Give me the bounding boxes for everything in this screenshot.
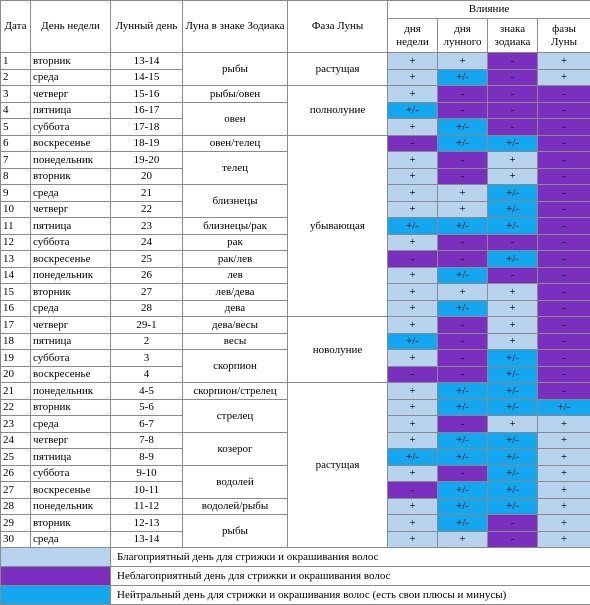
- weekday-cell: пятница: [31, 333, 111, 350]
- influence-lunar-cell: +/-: [438, 218, 488, 235]
- influence-weekday-cell: -: [388, 482, 438, 499]
- influence-phase-cell: +: [538, 53, 590, 70]
- influence-weekday-header: дня недели: [388, 19, 438, 53]
- influence-phase-cell: -: [538, 267, 590, 284]
- influence-weekday-cell: +: [388, 119, 438, 136]
- influence-zodiac-cell: -: [488, 531, 538, 548]
- influence-lunar-cell: -: [438, 350, 488, 367]
- date-cell: 12: [1, 234, 31, 251]
- influence-phase-cell: -: [538, 383, 590, 400]
- influence-zodiac-cell: +/-: [488, 218, 538, 235]
- phase-cell: растущая: [288, 383, 388, 548]
- influence-phase-cell: +: [538, 498, 590, 515]
- influence-lunar-header: дня лунного: [438, 19, 488, 53]
- zodiac-header: Луна в знаке Зодиака: [183, 1, 288, 53]
- date-cell: 24: [1, 432, 31, 449]
- zodiac-cell: овен: [183, 102, 288, 135]
- zodiac-cell: дева: [183, 300, 288, 317]
- weekday-cell: вторник: [31, 284, 111, 301]
- influence-phase-cell: +: [538, 531, 590, 548]
- lunar-day-cell: 6-7: [111, 416, 183, 433]
- influence-lunar-cell: +/-: [438, 135, 488, 152]
- influence-zodiac-cell: +: [488, 317, 538, 334]
- influence-phase-cell: -: [538, 218, 590, 235]
- legend-swatch: [1, 586, 111, 605]
- lunar-day-cell: 9-10: [111, 465, 183, 482]
- influence-zodiac-cell: +/-: [488, 185, 538, 202]
- lunar-day-cell: 7-8: [111, 432, 183, 449]
- influence-lunar-cell: -: [438, 333, 488, 350]
- legend-row: [1, 586, 590, 605]
- influence-lunar-cell: +/-: [438, 498, 488, 515]
- influence-weekday-cell: +/-: [388, 218, 438, 235]
- weekday-cell: понедельник: [31, 152, 111, 169]
- lunar-day-cell: 11-12: [111, 498, 183, 515]
- influence-weekday-cell: +: [388, 185, 438, 202]
- date-cell: 14: [1, 267, 31, 284]
- influence-phase-cell: -: [538, 317, 590, 334]
- influence-lunar-cell: -: [438, 465, 488, 482]
- influence-phase-cell: -: [538, 152, 590, 169]
- influence-lunar-cell: -: [438, 317, 488, 334]
- lunar-day-cell: 16-17: [111, 102, 183, 119]
- influence-lunar-cell: +: [438, 53, 488, 70]
- legend: [1, 548, 590, 605]
- influence-weekday-cell: +: [388, 69, 438, 86]
- influence-lunar-cell: +/-: [438, 119, 488, 136]
- weekday-cell: воскресенье: [31, 366, 111, 383]
- influence-phase-cell: -: [538, 366, 590, 383]
- date-cell: 18: [1, 333, 31, 350]
- date-cell: 1: [1, 53, 31, 70]
- date-cell: 6: [1, 135, 31, 152]
- influence-phase-cell: -: [538, 300, 590, 317]
- table-row: [1, 317, 590, 334]
- influence-lunar-cell: +: [438, 185, 488, 202]
- lunar-day-cell: 13-14: [111, 53, 183, 70]
- influence-phase-cell: +: [538, 416, 590, 433]
- weekday-cell: четверг: [31, 201, 111, 218]
- legend-text: Неблагоприятный день для стрижки и окрашивания волос: [111, 567, 590, 586]
- zodiac-cell: стрелец: [183, 399, 288, 432]
- influence-zodiac-cell: -: [488, 515, 538, 532]
- influence-zodiac-cell: +/-: [488, 482, 538, 499]
- weekday-header: День недели: [31, 1, 111, 53]
- influence-phase-cell: -: [538, 86, 590, 103]
- lunar-day-cell: 23: [111, 218, 183, 235]
- zodiac-cell: телец: [183, 152, 288, 185]
- influence-phase-header: фазы Луны: [538, 19, 590, 53]
- influence-phase-cell: -: [538, 284, 590, 301]
- influence-phase-cell: -: [538, 350, 590, 367]
- influence-phase-cell: -: [538, 102, 590, 119]
- influence-lunar-cell: +/-: [438, 432, 488, 449]
- weekday-cell: понедельник: [31, 267, 111, 284]
- influence-zodiac-cell: +/-: [488, 465, 538, 482]
- influence-phase-cell: -: [538, 234, 590, 251]
- lunar-day-cell: 17-18: [111, 119, 183, 136]
- date-cell: 28: [1, 498, 31, 515]
- influence-header: Влияние: [388, 1, 590, 19]
- influence-lunar-cell: +/-: [438, 482, 488, 499]
- influence-weekday-cell: +: [388, 201, 438, 218]
- influence-weekday-cell: +/-: [388, 333, 438, 350]
- table-row: [1, 383, 590, 400]
- influence-weekday-cell: +: [388, 350, 438, 367]
- influence-zodiac-cell: +/-: [488, 366, 538, 383]
- influence-phase-cell: +: [538, 465, 590, 482]
- weekday-cell: среда: [31, 531, 111, 548]
- weekday-cell: пятница: [31, 218, 111, 235]
- lunar-day-cell: 26: [111, 267, 183, 284]
- influence-weekday-cell: +: [388, 300, 438, 317]
- lunar-day-cell: 14-15: [111, 69, 183, 86]
- zodiac-cell: скорпион/стрелец: [183, 383, 288, 400]
- influence-weekday-cell: +: [388, 416, 438, 433]
- influence-phase-cell: +: [538, 449, 590, 466]
- influence-zodiac-cell: +/-: [488, 135, 538, 152]
- weekday-cell: четверг: [31, 317, 111, 334]
- influence-zodiac-cell: +: [488, 284, 538, 301]
- influence-zodiac-cell: +/-: [488, 350, 538, 367]
- date-cell: 20: [1, 366, 31, 383]
- zodiac-cell: рыбы/овен: [183, 86, 288, 103]
- influence-weekday-cell: +/-: [388, 449, 438, 466]
- weekday-cell: воскресенье: [31, 251, 111, 268]
- weekday-cell: вторник: [31, 168, 111, 185]
- weekday-cell: четверг: [31, 432, 111, 449]
- date-cell: 19: [1, 350, 31, 367]
- influence-phase-cell: -: [538, 119, 590, 136]
- influence-zodiac-cell: +/-: [488, 251, 538, 268]
- zodiac-cell: весы: [183, 333, 288, 350]
- zodiac-cell: рак/лев: [183, 251, 288, 268]
- date-cell: 5: [1, 119, 31, 136]
- lunar-day-cell: 24: [111, 234, 183, 251]
- influence-weekday-cell: -: [388, 135, 438, 152]
- lunar-day-cell: 25: [111, 251, 183, 268]
- legend-swatch: [1, 567, 111, 586]
- date-cell: 29: [1, 515, 31, 532]
- influence-zodiac-cell: -: [488, 86, 538, 103]
- weekday-cell: среда: [31, 300, 111, 317]
- influence-zodiac-cell: +/-: [488, 383, 538, 400]
- influence-zodiac-cell: +/-: [488, 498, 538, 515]
- date-cell: 13: [1, 251, 31, 268]
- lunar-day-cell: 2: [111, 333, 183, 350]
- influence-lunar-cell: +/-: [438, 69, 488, 86]
- influence-lunar-cell: +: [438, 531, 488, 548]
- lunar-day-cell: 29-1: [111, 317, 183, 334]
- date-cell: 3: [1, 86, 31, 103]
- lunar-day-cell: 13-14: [111, 531, 183, 548]
- influence-lunar-cell: +/-: [438, 399, 488, 416]
- influence-phase-cell: -: [538, 251, 590, 268]
- influence-zodiac-header: знака зодиака: [488, 19, 538, 53]
- lunar-day-cell: 22: [111, 201, 183, 218]
- date-cell: 4: [1, 102, 31, 119]
- table-row: [1, 53, 590, 70]
- date-cell: 30: [1, 531, 31, 548]
- weekday-cell: вторник: [31, 515, 111, 532]
- weekday-cell: пятница: [31, 449, 111, 466]
- date-header: Дата: [1, 1, 31, 53]
- influence-zodiac-cell: +/-: [488, 432, 538, 449]
- influence-zodiac-cell: +: [488, 416, 538, 433]
- weekday-cell: суббота: [31, 119, 111, 136]
- date-cell: 23: [1, 416, 31, 433]
- lunar-day-cell: 8-9: [111, 449, 183, 466]
- influence-phase-cell: -: [538, 185, 590, 202]
- weekday-cell: вторник: [31, 53, 111, 70]
- zodiac-cell: водолей: [183, 465, 288, 498]
- zodiac-cell: козерог: [183, 432, 288, 465]
- influence-weekday-cell: +: [388, 383, 438, 400]
- influence-weekday-cell: +: [388, 399, 438, 416]
- influence-zodiac-cell: +/-: [488, 201, 538, 218]
- lunar-day-cell: 12-13: [111, 515, 183, 532]
- weekday-cell: пятница: [31, 102, 111, 119]
- influence-lunar-cell: +/-: [438, 449, 488, 466]
- calendar-body: [1, 53, 590, 548]
- zodiac-cell: лев: [183, 267, 288, 284]
- influence-weekday-cell: -: [388, 251, 438, 268]
- weekday-cell: среда: [31, 69, 111, 86]
- date-cell: 25: [1, 449, 31, 466]
- lunar-day-cell: 10-11: [111, 482, 183, 499]
- influence-zodiac-cell: -: [488, 234, 538, 251]
- date-cell: 26: [1, 465, 31, 482]
- weekday-cell: суббота: [31, 465, 111, 482]
- influence-phase-cell: -: [538, 135, 590, 152]
- influence-lunar-cell: -: [438, 234, 488, 251]
- influence-lunar-cell: -: [438, 366, 488, 383]
- zodiac-cell: близнецы/рак: [183, 218, 288, 235]
- influence-phase-cell: -: [538, 333, 590, 350]
- lunar-day-cell: 28: [111, 300, 183, 317]
- influence-lunar-cell: -: [438, 251, 488, 268]
- influence-zodiac-cell: +: [488, 300, 538, 317]
- phase-cell: новолуние: [288, 317, 388, 383]
- weekday-cell: среда: [31, 416, 111, 433]
- influence-lunar-cell: -: [438, 152, 488, 169]
- influence-lunar-cell: -: [438, 168, 488, 185]
- influence-phase-cell: +: [538, 432, 590, 449]
- phase-cell: полнолуние: [288, 86, 388, 136]
- influence-lunar-cell: +: [438, 201, 488, 218]
- weekday-cell: суббота: [31, 350, 111, 367]
- lunar-day-cell: 5-6: [111, 399, 183, 416]
- influence-weekday-cell: +: [388, 317, 438, 334]
- date-cell: 11: [1, 218, 31, 235]
- weekday-cell: понедельник: [31, 383, 111, 400]
- zodiac-cell: рыбы: [183, 53, 288, 86]
- influence-lunar-cell: +/-: [438, 267, 488, 284]
- influence-zodiac-cell: -: [488, 119, 538, 136]
- date-cell: 16: [1, 300, 31, 317]
- influence-weekday-cell: +/-: [388, 102, 438, 119]
- phase-header: Фаза Луны: [288, 1, 388, 53]
- influence-zodiac-cell: +: [488, 168, 538, 185]
- phase-cell: убывающая: [288, 135, 388, 317]
- influence-zodiac-cell: +/-: [488, 449, 538, 466]
- zodiac-cell: скорпион: [183, 350, 288, 383]
- date-cell: 15: [1, 284, 31, 301]
- zodiac-cell: овен/телец: [183, 135, 288, 152]
- date-cell: 9: [1, 185, 31, 202]
- influence-zodiac-cell: +: [488, 152, 538, 169]
- lunar-day-cell: 15-16: [111, 86, 183, 103]
- lunar-day-cell: 3: [111, 350, 183, 367]
- zodiac-cell: лев/дева: [183, 284, 288, 301]
- zodiac-cell: водолей/рыбы: [183, 498, 288, 515]
- zodiac-cell: близнецы: [183, 185, 288, 218]
- zodiac-cell: рак: [183, 234, 288, 251]
- lunar-day-cell: 18-19: [111, 135, 183, 152]
- influence-zodiac-cell: -: [488, 267, 538, 284]
- legend-text: Нейтральный день для стрижки и окрашивания волос (есть свои плюсы и минусы): [111, 586, 590, 605]
- influence-lunar-cell: -: [438, 86, 488, 103]
- influence-weekday-cell: -: [388, 366, 438, 383]
- date-cell: 2: [1, 69, 31, 86]
- influence-lunar-cell: +/-: [438, 515, 488, 532]
- influence-phase-cell: +: [538, 69, 590, 86]
- influence-weekday-cell: +: [388, 53, 438, 70]
- influence-weekday-cell: +: [388, 515, 438, 532]
- legend-swatch: [1, 548, 111, 567]
- influence-weekday-cell: +: [388, 168, 438, 185]
- legend-row: [1, 567, 590, 586]
- lunar-day-cell: 27: [111, 284, 183, 301]
- influence-lunar-cell: -: [438, 102, 488, 119]
- influence-weekday-cell: +: [388, 267, 438, 284]
- weekday-cell: воскресенье: [31, 482, 111, 499]
- lunar-day-cell: 4: [111, 366, 183, 383]
- influence-weekday-cell: +: [388, 465, 438, 482]
- weekday-cell: понедельник: [31, 498, 111, 515]
- weekday-cell: среда: [31, 185, 111, 202]
- lunar-day-cell: 19-20: [111, 152, 183, 169]
- influence-phase-cell: +: [538, 482, 590, 499]
- influence-phase-cell: -: [538, 201, 590, 218]
- influence-weekday-cell: +: [388, 531, 438, 548]
- table-row: [1, 135, 590, 152]
- influence-weekday-cell: +: [388, 86, 438, 103]
- influence-lunar-cell: +: [438, 284, 488, 301]
- influence-zodiac-cell: +: [488, 333, 538, 350]
- weekday-cell: воскресенье: [31, 135, 111, 152]
- zodiac-cell: дева/весы: [183, 317, 288, 334]
- weekday-cell: вторник: [31, 399, 111, 416]
- legend-text: Благоприятный день для стрижки и окрашивания волос: [111, 548, 590, 567]
- influence-lunar-cell: -: [438, 416, 488, 433]
- lunar-day-header: Лунный день: [111, 1, 183, 53]
- date-cell: 22: [1, 399, 31, 416]
- influence-lunar-cell: +/-: [438, 383, 488, 400]
- legend-row: [1, 548, 590, 567]
- influence-weekday-cell: +: [388, 432, 438, 449]
- lunar-day-cell: 4-5: [111, 383, 183, 400]
- influence-weekday-cell: +: [388, 152, 438, 169]
- zodiac-cell: рыбы: [183, 515, 288, 548]
- influence-phase-cell: +/-: [538, 399, 590, 416]
- influence-phase-cell: +: [538, 515, 590, 532]
- influence-phase-cell: -: [538, 168, 590, 185]
- influence-weekday-cell: +: [388, 498, 438, 515]
- influence-lunar-cell: +/-: [438, 300, 488, 317]
- table-row: [1, 86, 590, 103]
- lunar-day-cell: 20: [111, 168, 183, 185]
- influence-zodiac-cell: -: [488, 69, 538, 86]
- influence-zodiac-cell: -: [488, 102, 538, 119]
- date-cell: 8: [1, 168, 31, 185]
- lunar-day-cell: 21: [111, 185, 183, 202]
- weekday-cell: суббота: [31, 234, 111, 251]
- phase-cell: растущая: [288, 53, 388, 86]
- influence-weekday-cell: +: [388, 234, 438, 251]
- date-cell: 21: [1, 383, 31, 400]
- date-cell: 7: [1, 152, 31, 169]
- weekday-cell: четверг: [31, 86, 111, 103]
- date-cell: 27: [1, 482, 31, 499]
- influence-weekday-cell: +: [388, 284, 438, 301]
- date-cell: 17: [1, 317, 31, 334]
- date-cell: 10: [1, 201, 31, 218]
- influence-zodiac-cell: -: [488, 53, 538, 70]
- influence-zodiac-cell: +/-: [488, 399, 538, 416]
